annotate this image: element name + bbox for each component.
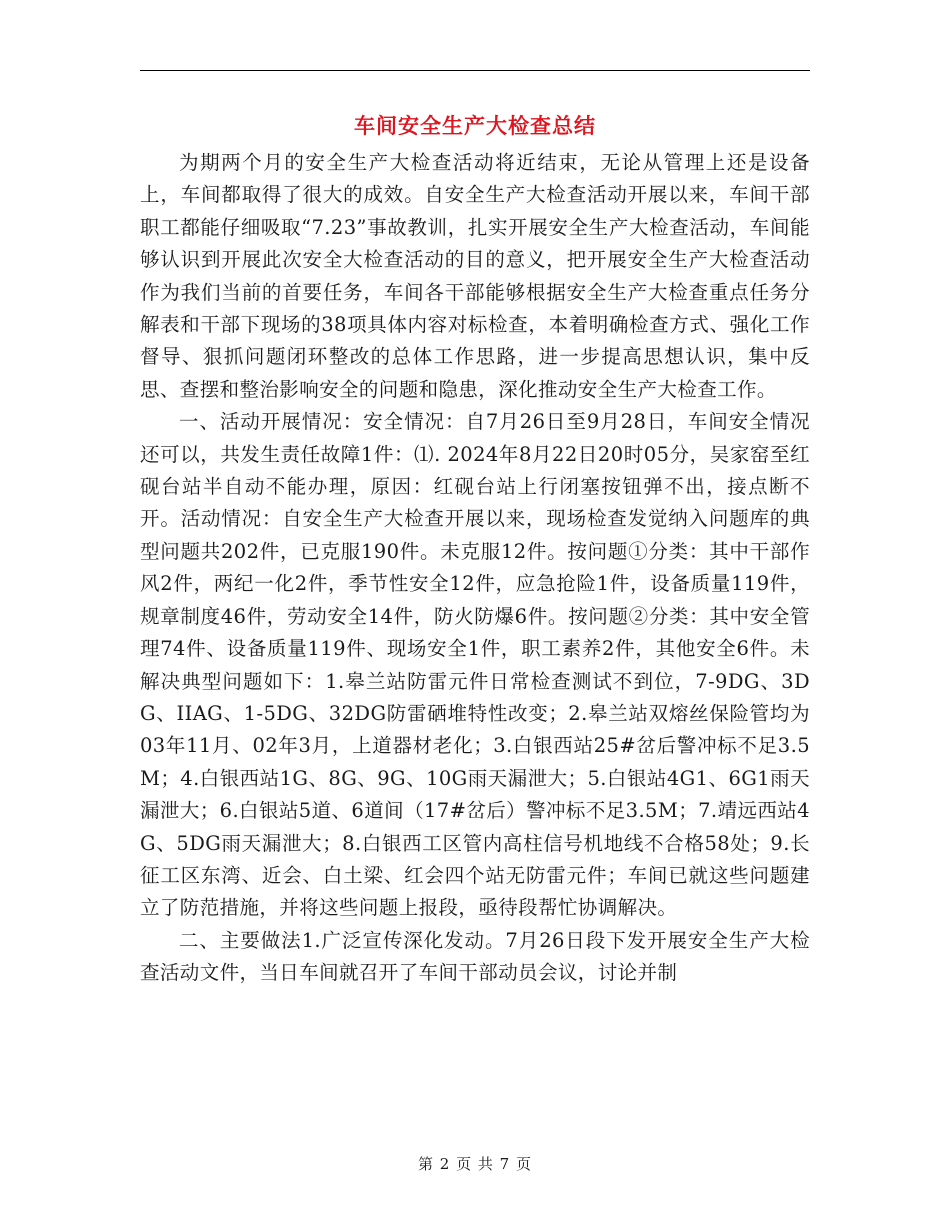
page-number: 第 2 页 共 7 页 xyxy=(418,1155,532,1173)
document-body xyxy=(140,147,810,990)
paragraph-main-methods: 二、主要做法1.广泛宣传深化发动。7月26日段下发开展安全生产大检查活动文件，当日车间就召开了车间干部动员会议，讨论并制 xyxy=(140,928,810,985)
paragraph-activity-status: 一、活动开展情况：安全情况：自7月26日至9月28日，车间安全情况还可以，共发生责任故障1件：⑴. 2024年8月22日20时05分，吴家窑至红砚台站半自动不能办理，原因：红砚台站上行闭塞按钮弹不出，接点断不开。活动情况：自安全生产大检查开展以来，现场检查发觉纳入问题库的典型问题共202件，已克服190件。未克服12件。按问题①分类：其中干部作风2件，两纪一化2件，季节性安全12件，应急抢险1件，设备质量119件，规章制度46件，劳动安全14件，防火防爆6件。按问题②分类：其中安全管理74件、设备质量119件、现场安全1件，职工素养2件，其他安全6件。未解决典型问题如下：1.皋兰站防雷元件日常检查测试不到位，7-9DG、3DG、IIAG、1-5DG、32DG防雷硒堆特性改变；2.皋兰站双熔丝保险管均为03年11月、02年3月，上道器材老化；3.白银西站25#岔后警冲标不足3.5M；4.白银西站1G、8G、9G、10G雨天漏泄大；5.白银站4G1、6G1雨天漏泄大；6.白银站5道、6道间（17#岔后）警冲标不足3.5M；7.靖远西站4G、5DG雨天漏泄大；8.白银西工区管内高柱信号机地线不合格58处；9.长征工区东湾、近会、白土梁、红会四个站无防雷元件；车间已就这些问题建立了防范措施，并将这些问题上报段，亟待段帮忙协调解决。 xyxy=(140,410,810,920)
document-title: 车间安全生产大检查总结 xyxy=(354,113,596,138)
header-rule xyxy=(140,70,810,71)
paragraph-intro: 为期两个月的安全生产大检查活动将近结束，无论从管理上还是设备上，车间都取得了很大的成效。自安全生产大检查活动开展以来，车间干部职工都能仔细吸取“7.23”事故教训，扎实开展安全生产大检查活动，车间能够认识到开展此次安全大检查活动的目的意义，把开展安全生产大检查活动作为我们当前的首要任务，车间各干部能够根据安全生产大检查重点任务分解表和干部下现场的38项具体内容对标检查，本着明确检查方式、强化工作督导、狠抓问题闭环整改的总体工作思路，进一步提高思想认识，集中反思、查摆和整治影响安全的问题和隐患，深化推动安全生产大检查工作。 xyxy=(140,151,810,401)
